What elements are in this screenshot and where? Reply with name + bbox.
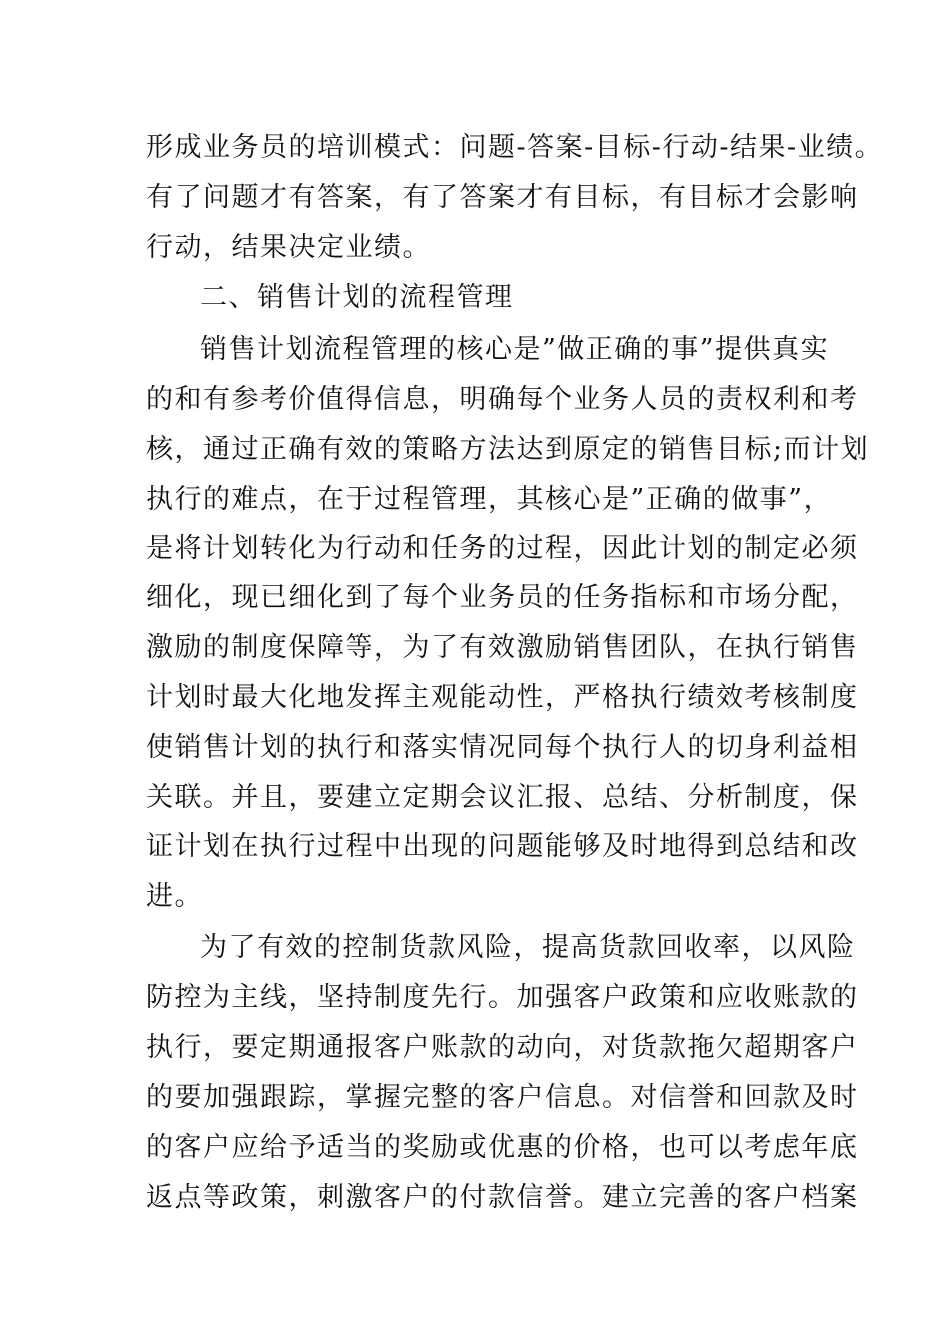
text-line: 形成业务员的培训模式：问题-答案-目标-行动-结果-业绩。 (146, 132, 884, 163)
text-line: 的客户应给予适当的奖励或优惠的价格，也可以考虑年底 (146, 1132, 859, 1163)
text-line: 的和有参考价值得信息，明确每个业务人员的责权利和考 (146, 384, 859, 415)
text-line: 使销售计划的执行和落实情况同每个执行人的切身利益相 (146, 732, 859, 763)
text-line: 细化，现已细化到了每个业务员的任务指标和市场分配， (146, 582, 859, 613)
text-line: 执行，要定期通报客户账款的动向，对货款拖欠超期客户 (146, 1032, 859, 1063)
text-line: 行动，结果决定业绩。 (146, 232, 431, 263)
text-line: 是将计划转化为行动和任务的过程，因此计划的制定必须 (146, 533, 859, 564)
text-line: 证计划在执行过程中出现的问题能够及时地得到总结和改 (146, 831, 859, 862)
text-line: 进。 (146, 881, 203, 912)
text-line: 执行的难点，在于过程管理，其核心是”正确的做事”， (146, 484, 833, 515)
text-line: 防控为主线，坚持制度先行。加强客户政策和应收账款的 (146, 982, 859, 1013)
text-line: 激励的制度保障等，为了有效激励销售团队，在执行销售 (146, 632, 859, 663)
paragraph-first-line: 销售计划流程管理的核心是”做正确的事”提供真实 (200, 334, 830, 365)
text-line: 有了问题才有答案，有了答案才有目标，有目标才会影响 (146, 182, 859, 213)
text-line: 核，通过正确有效的策略方法达到原定的销售目标;而计划 (146, 434, 870, 465)
section-heading: 二、销售计划的流程管理 (200, 282, 514, 313)
text-line: 计划时最大化地发挥主观能动性，严格执行绩效考核制度 (146, 682, 859, 713)
paragraph-first-line: 为了有效的控制货款风险，提高货款回收率，以风险 (200, 932, 856, 963)
text-line: 关联。并且，要建立定期会议汇报、总结、分析制度，保 (146, 782, 859, 813)
text-line: 的要加强跟踪，掌握完整的客户信息。对信誉和回款及时 (146, 1082, 859, 1113)
text-line: 返点等政策，刺激客户的付款信誉。建立完善的客户档案 (146, 1182, 859, 1213)
